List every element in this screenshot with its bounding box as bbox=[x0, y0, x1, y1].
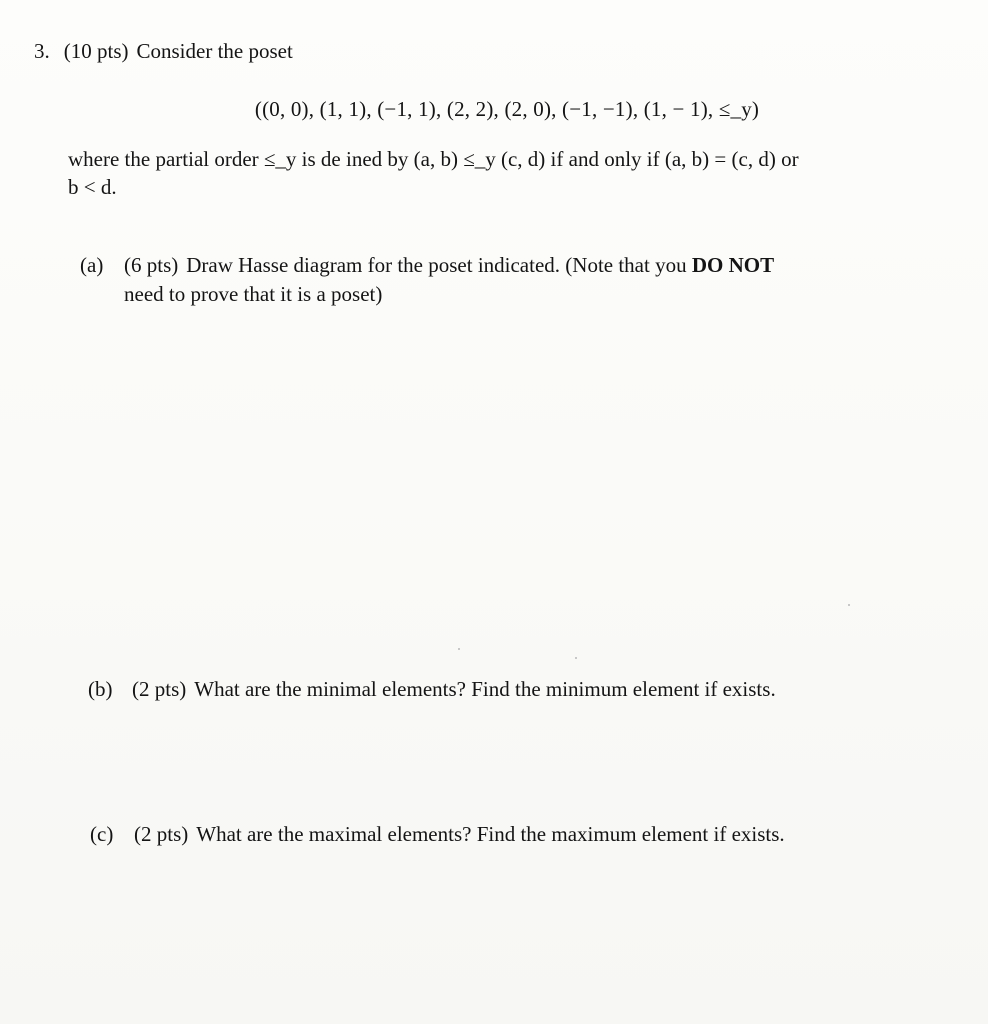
part-a-label: (a) bbox=[80, 253, 104, 277]
part-a-prompt-continued: need to prove that it is a poset) bbox=[124, 282, 383, 306]
question-number: 3. bbox=[34, 39, 50, 63]
part-b-answer-space[interactable] bbox=[120, 712, 940, 812]
paper-speck bbox=[575, 657, 577, 659]
part-b-label: (b) bbox=[88, 677, 113, 701]
part-b-text: What are the minimal elements? Find the minimum element if exists. bbox=[194, 677, 776, 701]
order-definition-line-2: b < d. bbox=[68, 175, 117, 199]
part-c-label: (c) bbox=[90, 822, 114, 846]
part-a-emphasis: DO NOT bbox=[691, 253, 775, 277]
part-c-prompt bbox=[90, 821, 785, 847]
part-a-points: (6 pts) bbox=[124, 253, 179, 277]
order-definition-line-1: where the partial order ≤_y is de ined by (a, b) ≤_y (c, d) if and only if (a, b) = (c, d) or bbox=[68, 147, 799, 171]
question-points: (10 pts) bbox=[63, 39, 129, 63]
part-c-answer-space[interactable] bbox=[120, 858, 940, 1008]
part-b-prompt bbox=[88, 676, 776, 702]
part-a-prompt bbox=[80, 252, 774, 278]
part-c-points: (2 pts) bbox=[134, 822, 189, 846]
paper-speck bbox=[458, 648, 460, 650]
part-b-points: (2 pts) bbox=[132, 677, 187, 701]
part-a-text: Draw Hasse diagram for the poset indicated. (Note that you bbox=[186, 253, 687, 277]
paper-speck bbox=[848, 604, 850, 606]
part-a-answer-space[interactable] bbox=[120, 320, 940, 660]
poset-formula: ((0, 0), (1, 1), (−1, 1), (2, 2), (2, 0), (−1, −1), (1, − 1), ≤_y) bbox=[254, 97, 760, 121]
question-header bbox=[34, 38, 293, 64]
question-intro: Consider the poset bbox=[136, 39, 293, 63]
part-c-text: What are the maximal elements? Find the maximum element if exists. bbox=[196, 822, 785, 846]
